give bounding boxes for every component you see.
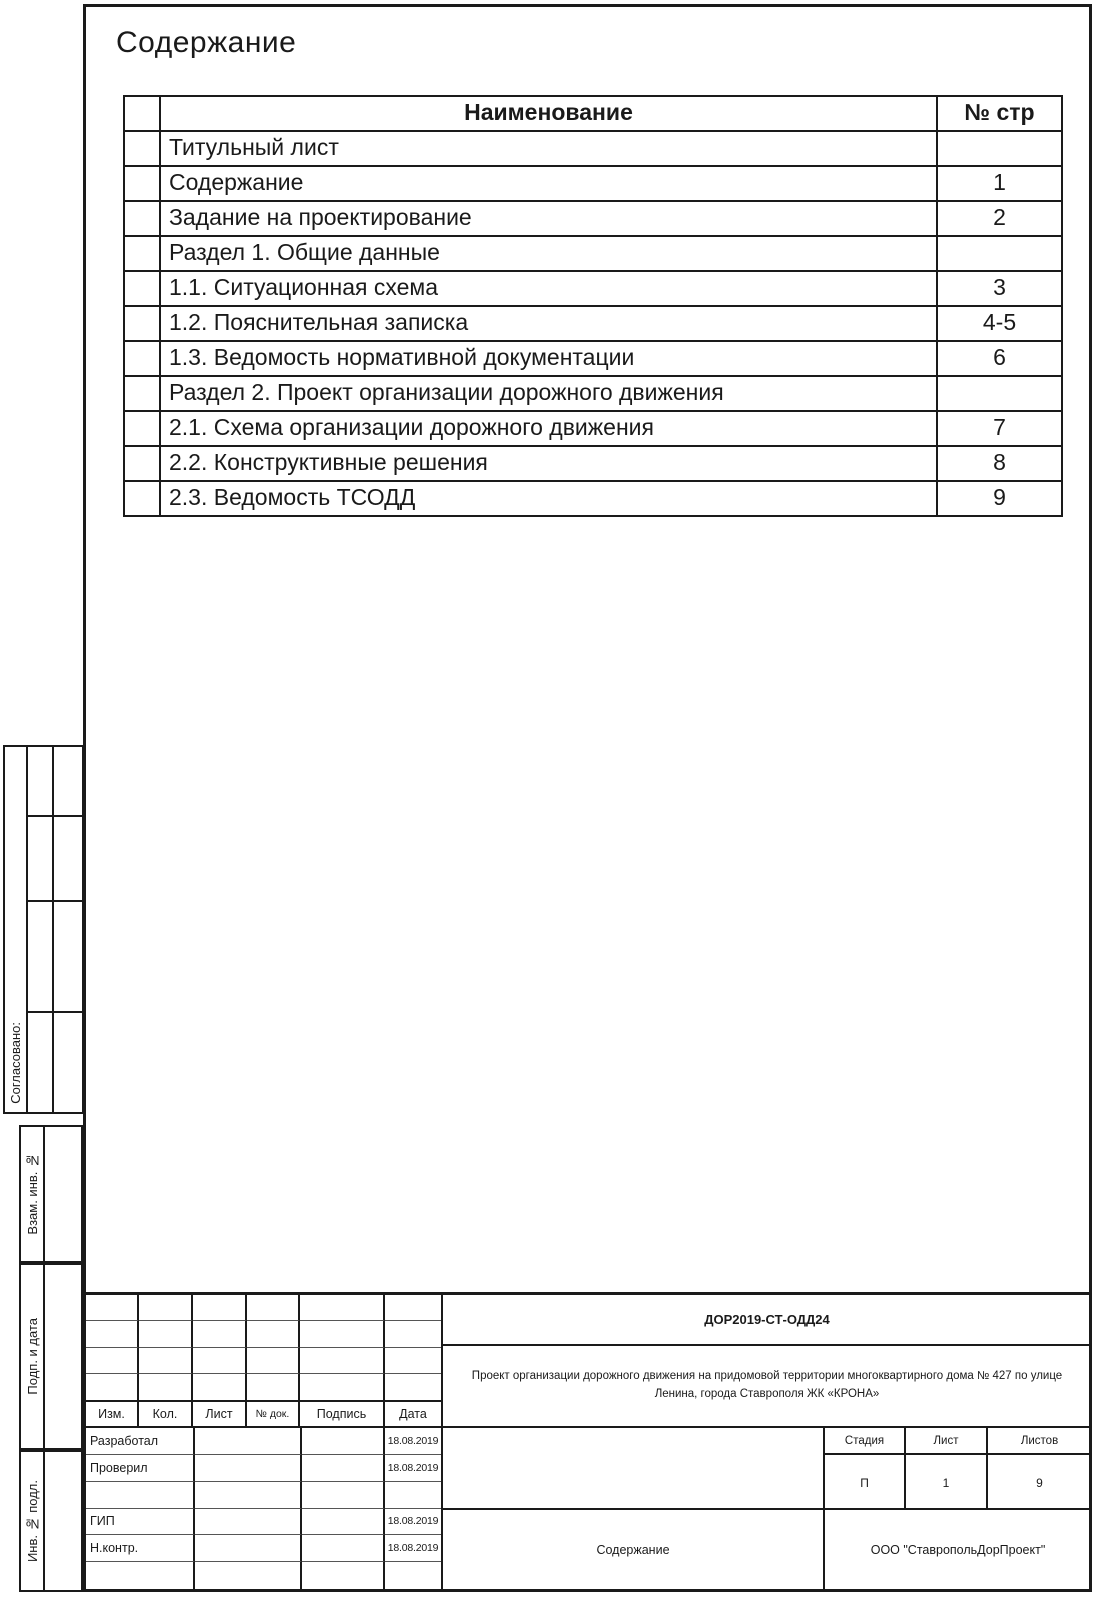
staff-name-cell	[195, 1428, 302, 1455]
toc-header-num-cell	[125, 97, 161, 132]
doc-number-header: № док.	[247, 1402, 300, 1426]
staff-date: 18.08.2019	[385, 1428, 441, 1455]
date-header: Дата	[399, 1407, 427, 1421]
staff-role	[86, 1482, 195, 1509]
revision-cell	[139, 1295, 193, 1321]
approved-date-column	[54, 747, 82, 1112]
podp-data-label: Подп. и дата	[24, 1318, 40, 1395]
toc-row-name: Содержание	[161, 167, 938, 202]
revision-cell	[300, 1374, 385, 1400]
staff-signature-cell	[302, 1455, 385, 1482]
stage-header-row	[825, 1428, 1091, 1455]
approved-cell	[54, 817, 82, 902]
stamp-header-row	[86, 1400, 441, 1428]
toc-row-num-cell	[125, 342, 161, 377]
staff-role: Н.контр.	[86, 1535, 195, 1562]
revision-cell	[247, 1321, 300, 1347]
toc-row-page: 4-5	[938, 307, 1061, 342]
staff-date: 18.08.2019	[385, 1509, 441, 1536]
sheet-number: 1	[906, 1455, 988, 1510]
approved-cell	[28, 817, 52, 902]
vzam-inv-block	[19, 1125, 83, 1263]
revision-cell	[247, 1348, 300, 1374]
toc-row-num-cell	[125, 482, 161, 515]
approved-label-cell	[5, 747, 28, 1112]
revision-cell	[300, 1321, 385, 1347]
staff-signature-cell	[302, 1562, 385, 1589]
staff-date	[385, 1562, 441, 1589]
revision-cell	[193, 1374, 247, 1400]
stage-band-empty-cell	[443, 1428, 825, 1510]
sheets-label: Листов	[1020, 1434, 1059, 1447]
staff-role: Проверил	[86, 1455, 195, 1482]
toc-row-page: 8	[938, 447, 1061, 482]
staff-name-cell	[195, 1482, 302, 1509]
staff-name-cell	[195, 1535, 302, 1562]
izm-header: Изм.	[86, 1402, 139, 1426]
revision-cell	[139, 1374, 193, 1400]
toc-row-page: 7	[938, 412, 1061, 447]
toc-row-page: 3	[938, 272, 1061, 307]
toc-row-name: 2.1. Схема организации дорожного движения	[161, 412, 938, 447]
revision-cell	[86, 1321, 139, 1347]
toc-row-page: 1	[938, 167, 1061, 202]
sheet-label: Лист	[906, 1428, 988, 1453]
contents-table	[123, 95, 1063, 517]
inv-podl-block	[19, 1450, 83, 1592]
revision-cell	[139, 1321, 193, 1347]
staff-date: 18.08.2019	[385, 1535, 441, 1562]
sheets-total: 9	[1036, 1475, 1043, 1490]
staff-signature-cell	[302, 1535, 385, 1562]
title-block	[83, 1292, 1092, 1592]
stamp-bottom-band	[443, 1510, 1091, 1589]
staff-date: 18.08.2019	[385, 1455, 441, 1482]
toc-row-page	[938, 237, 1061, 272]
toc-row-num-cell	[125, 237, 161, 272]
toc-row-num-cell	[125, 307, 161, 342]
toc-row-name: 1.3. Ведомость нормативной документации	[161, 342, 938, 377]
toc-row-name: 2.3. Ведомость ТСОДД	[161, 482, 938, 515]
list-header: Лист	[193, 1402, 247, 1426]
revision-cell	[139, 1348, 193, 1374]
vzam-inv-label: Взам. инв. №	[24, 1153, 40, 1235]
toc-row-name: 1.1. Ситуационная схема	[161, 272, 938, 307]
revision-cell	[247, 1374, 300, 1400]
inv-podl-empty-cell	[45, 1452, 81, 1590]
podp-data-label-cell	[21, 1265, 45, 1448]
revision-cell	[86, 1295, 139, 1321]
project-description: Проект организации дорожного движения на придомовой территории многоквартирного дома № 427 по улице Ленина, города Ставрополя ЖК «КРОНА»	[443, 1346, 1091, 1428]
revision-cell	[193, 1348, 247, 1374]
staff-name-cell	[195, 1455, 302, 1482]
document-code: ДОР2019-СТ-ОДД24	[443, 1295, 1091, 1346]
staff-signature-cell	[302, 1428, 385, 1455]
staff-role	[86, 1562, 195, 1589]
stamp-right-section	[441, 1295, 1089, 1589]
podp-data-empty-cell	[45, 1265, 81, 1448]
stage-label: Стадия	[825, 1428, 906, 1453]
approved-cell	[54, 902, 82, 1013]
toc-row-name: Титульный лист	[161, 132, 938, 167]
revision-cell	[385, 1348, 441, 1374]
approved-signature-column	[28, 747, 54, 1112]
toc-row-name: Задание на проектирование	[161, 202, 938, 237]
staff-name-cell	[195, 1509, 302, 1536]
inv-podl-label-cell	[21, 1452, 45, 1590]
toc-header-name: Наименование	[161, 97, 938, 132]
revision-grid	[86, 1295, 441, 1400]
inv-podl-label: Инв. № подл.	[24, 1479, 40, 1563]
approved-block	[3, 745, 84, 1114]
toc-header-page: № стр	[938, 97, 1061, 132]
toc-row-num-cell	[125, 412, 161, 447]
page-title: Содержание	[116, 26, 297, 59]
revision-cell	[193, 1321, 247, 1347]
stage-value-row	[825, 1455, 1091, 1510]
revision-cell	[300, 1295, 385, 1321]
toc-row-name: Раздел 2. Проект организации дорожного движения	[161, 377, 938, 412]
staff-name-cell	[195, 1562, 302, 1589]
revision-cell	[247, 1295, 300, 1321]
approved-cell	[54, 747, 82, 817]
vzam-inv-empty-cell	[45, 1127, 81, 1261]
toc-row-num-cell	[125, 272, 161, 307]
revision-cell	[385, 1295, 441, 1321]
approved-label: Согласовано:	[8, 1022, 23, 1104]
approved-cell	[28, 1013, 52, 1112]
approved-cell	[54, 1013, 82, 1112]
kol-header: Кол.	[139, 1402, 193, 1426]
staff-signature-cell	[302, 1509, 385, 1536]
toc-row-page	[938, 377, 1061, 412]
toc-row-page: 9	[993, 484, 1006, 510]
toc-row-page: 6	[938, 342, 1061, 377]
toc-row-num-cell	[125, 132, 161, 167]
staff-date	[385, 1482, 441, 1509]
toc-row-page	[938, 132, 1061, 167]
toc-row-num-cell	[125, 447, 161, 482]
staff-role: ГИП	[86, 1509, 195, 1536]
toc-row-page: 2	[938, 202, 1061, 237]
revision-cell	[385, 1374, 441, 1400]
revision-cell	[86, 1348, 139, 1374]
toc-row-num-cell	[125, 167, 161, 202]
toc-row-num-cell	[125, 377, 161, 412]
toc-row-name: 1.2. Пояснительная записка	[161, 307, 938, 342]
stage-band	[443, 1428, 1091, 1510]
stage-value: П	[825, 1455, 906, 1510]
approved-cell	[28, 902, 52, 1013]
company-name: ООО "СтавропольДорПроект"	[870, 1542, 1046, 1557]
toc-row-name: 2.2. Конструктивные решения	[161, 447, 938, 482]
signature-header: Подпись	[300, 1402, 385, 1426]
document-title: Содержание	[443, 1510, 825, 1589]
podp-data-block	[19, 1263, 83, 1450]
revision-cell	[300, 1348, 385, 1374]
revision-cell	[193, 1295, 247, 1321]
staff-signature-cell	[302, 1482, 385, 1509]
toc-row-num-cell	[125, 202, 161, 237]
vzam-inv-label-cell	[21, 1127, 45, 1261]
revision-cell	[86, 1374, 139, 1400]
staff-grid	[86, 1428, 441, 1589]
revision-cell	[385, 1321, 441, 1347]
approved-cell	[28, 747, 52, 817]
staff-role: Разработал	[86, 1428, 195, 1455]
toc-row-name: Раздел 1. Общие данные	[161, 237, 938, 272]
